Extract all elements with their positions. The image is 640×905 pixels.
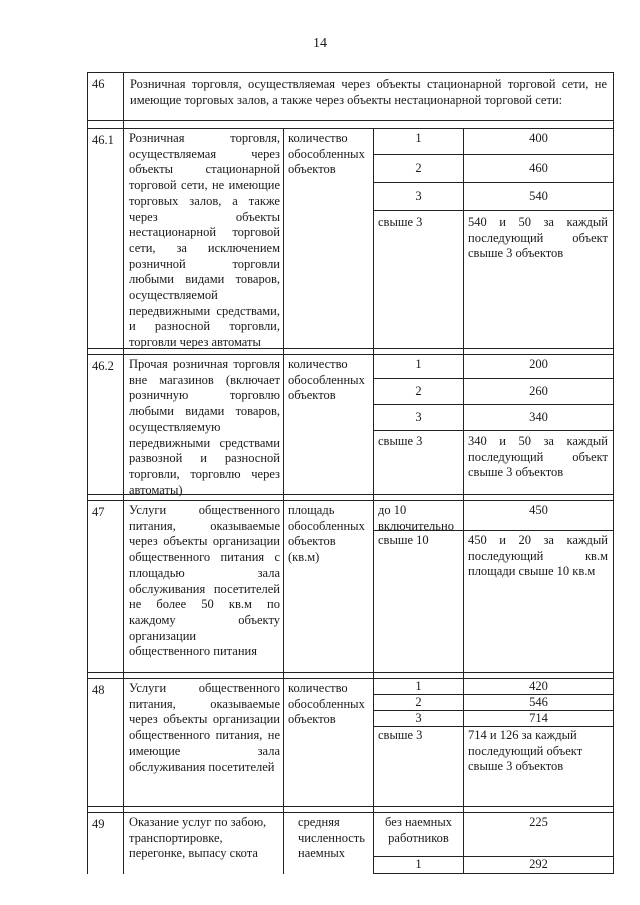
row-number: 46.2 bbox=[88, 355, 124, 494]
tier-rate: 460 bbox=[464, 155, 613, 183]
tier-rate: 546 bbox=[464, 695, 613, 711]
physical-indicator: площадь обособленных объектов (кв.м) bbox=[284, 501, 374, 672]
tier-rate: 714 bbox=[464, 711, 613, 727]
tier-rate: 420 bbox=[464, 679, 613, 695]
table-row-46-2 bbox=[88, 355, 614, 495]
rate-column bbox=[464, 129, 614, 348]
row-spacer bbox=[88, 121, 614, 129]
quantity-column bbox=[374, 501, 464, 672]
quantity-column bbox=[374, 129, 464, 348]
tier-qty: до 10 включительно bbox=[374, 501, 463, 531]
tier-qty: 3 bbox=[374, 711, 463, 727]
activity-description: Оказание услуг по забою, транспортировке, перегонке, выпасу скота bbox=[124, 813, 284, 874]
tier-rate: 450 bbox=[464, 501, 613, 531]
quantity-column bbox=[374, 679, 464, 806]
tax-rate-table bbox=[87, 72, 614, 874]
tier-qty: свыше 10 bbox=[378, 533, 429, 547]
tier-qty: свыше 3 bbox=[378, 215, 423, 229]
tier-qty: 2 bbox=[374, 379, 463, 405]
row-number: 46.1 bbox=[88, 129, 124, 348]
activity-description: Розничная торговля, осуществляемая через объекты стационарной торговой сети, не имеющие торговых залов, а также через объекты нестационарной торговой сети, за исключением розничной торговли любыми видами товаров, осуществляемой передвижными средствами, и разносной торговли, торговли через автоматы bbox=[124, 129, 284, 348]
tier-rate: 260 bbox=[464, 379, 613, 405]
tier-qty: без наемных работников bbox=[374, 813, 463, 857]
tier-rate: 340 и 50 за каждый последующий объект свыше 3 объектов bbox=[468, 434, 608, 480]
table-row-48 bbox=[88, 679, 614, 807]
tier-qty: 2 bbox=[374, 695, 463, 711]
quantity-column bbox=[374, 813, 464, 874]
tier-qty: 1 bbox=[374, 129, 463, 155]
tier-rate: 292 bbox=[464, 857, 613, 874]
section-heading: Розничная торговля, осуществляемая через объекты стационарной торговой сети, не имеющие торговых залов, а также через объекты нестационарной торговой сети: bbox=[124, 73, 614, 120]
page-number: 14 bbox=[313, 36, 327, 51]
tier-rate: 540 bbox=[464, 183, 613, 211]
rate-column bbox=[464, 501, 614, 672]
tier-rate: 200 bbox=[464, 355, 613, 379]
activity-description: Услуги общественного питания, оказываемые через объекты организации общественного питания, не имеющие зала обслуживания посетителей bbox=[124, 679, 284, 806]
activity-description: Услуги общественного питания, оказываемые через объекты организации общественного питания с площадью зала обслуживания посетителей не более 50 кв.м по каждому объекту организации общественного питания bbox=[124, 501, 284, 672]
table-row-47 bbox=[88, 501, 614, 673]
row-number: 48 bbox=[88, 679, 124, 806]
tier-qty: 1 bbox=[374, 679, 463, 695]
rate-column bbox=[464, 679, 614, 806]
tier-qty: 3 bbox=[374, 183, 463, 211]
rate-column bbox=[464, 355, 614, 494]
row-number: 47 bbox=[88, 501, 124, 672]
table-row-46 bbox=[88, 73, 614, 121]
physical-indicator: количество обособленных объектов bbox=[284, 129, 374, 348]
physical-indicator: средняя численность наемных bbox=[284, 813, 374, 874]
table-row-49 bbox=[88, 813, 614, 874]
activity-description: Прочая розничная торговля вне магазинов (включает розничную торговлю любыми видами товаров, осуществляемую передвижными средствами развозной и разносной торговли, торговлю через автоматы) bbox=[124, 355, 284, 494]
tier-rate: 450 и 20 за каждый последующий кв.м площади свыше 10 кв.м bbox=[468, 533, 608, 579]
tier-qty: свыше 3 bbox=[378, 728, 423, 742]
tier-rate: 225 bbox=[464, 813, 613, 857]
table-row-46-1 bbox=[88, 129, 614, 349]
row-number: 46 bbox=[88, 73, 124, 120]
tier-rate: 400 bbox=[464, 129, 613, 155]
tier-qty: 2 bbox=[374, 155, 463, 183]
physical-indicator: количество обособленных объектов bbox=[284, 679, 374, 806]
tier-rate: 340 bbox=[464, 405, 613, 431]
row-number: 49 bbox=[88, 813, 124, 874]
tier-rate: 540 и 50 за каждый последующий объект свыше 3 объектов bbox=[468, 215, 608, 261]
tier-qty: 1 bbox=[374, 857, 463, 874]
rate-column bbox=[464, 813, 614, 874]
quantity-column bbox=[374, 355, 464, 494]
tier-qty: свыше 3 bbox=[378, 434, 423, 448]
physical-indicator: количество обособленных объектов bbox=[284, 355, 374, 494]
tier-qty: 1 bbox=[374, 355, 463, 379]
tier-rate: 714 и 126 за каждый последующий объект свыше 3 объектов bbox=[468, 728, 583, 774]
tier-qty: 3 bbox=[374, 405, 463, 431]
